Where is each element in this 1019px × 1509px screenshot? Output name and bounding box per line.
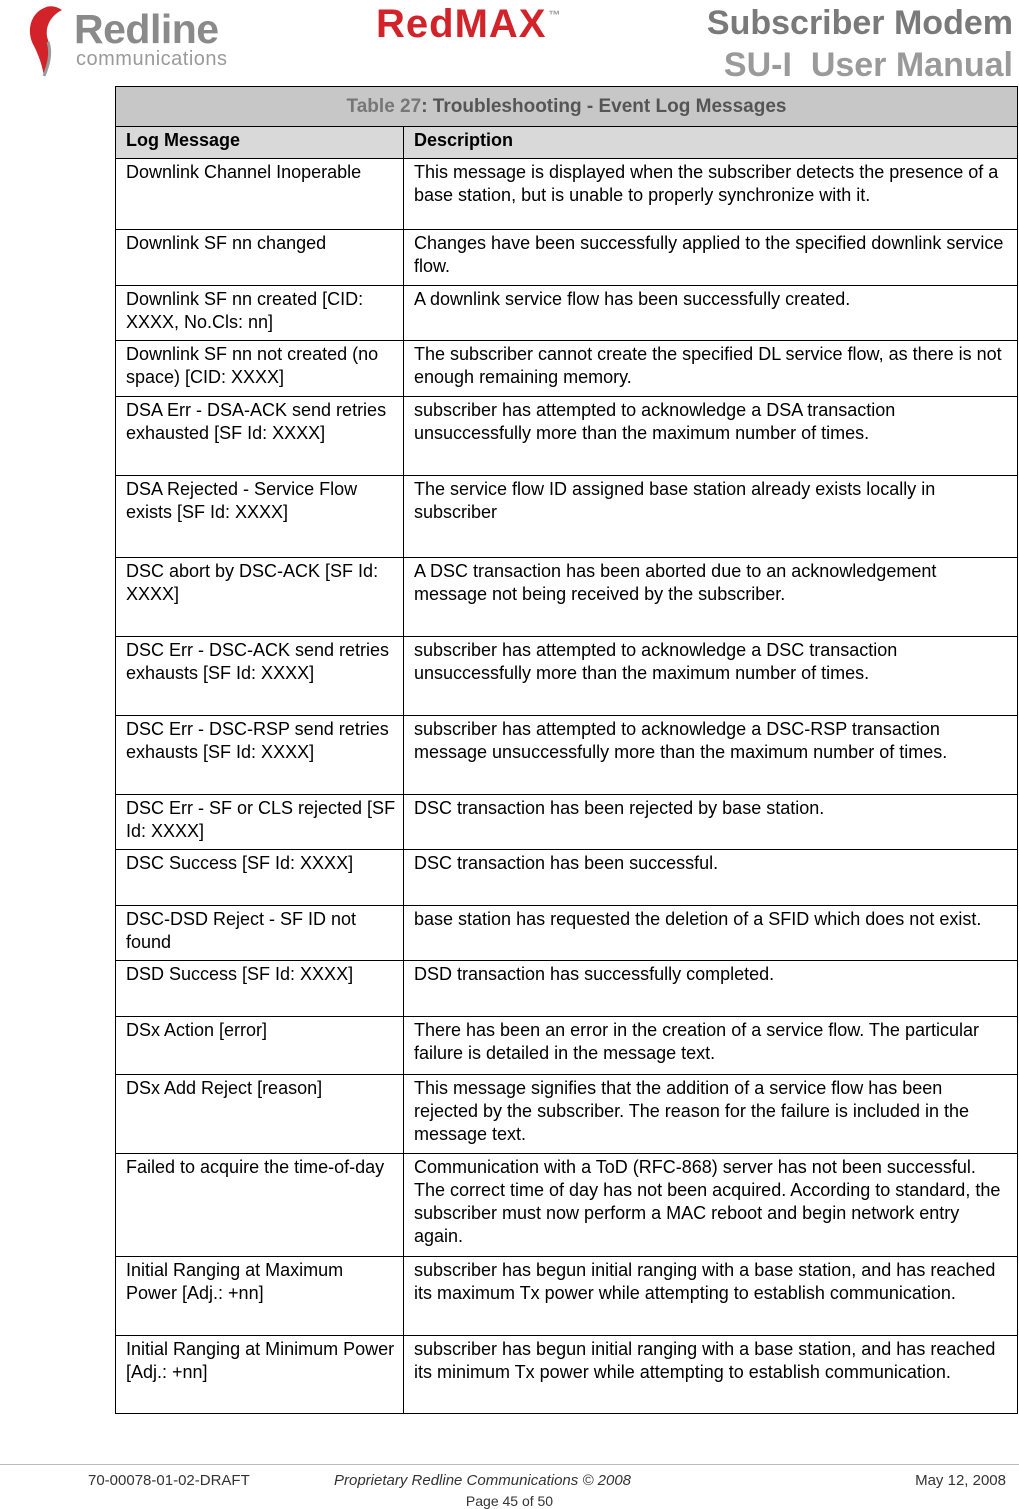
log-message: Downlink SF nn not created (no space) [CID: XXXX] <box>116 341 404 397</box>
redline-logo <box>22 2 247 78</box>
log-message: DSC Err - DSC-RSP send retries exhausts [SF Id: XXXX] <box>116 716 404 795</box>
table-row <box>116 286 1018 341</box>
table-row <box>116 341 1018 397</box>
log-message: Downlink SF nn changed <box>116 230 404 286</box>
table-row <box>116 476 1018 558</box>
table-row <box>116 795 1018 850</box>
footer-page-number: Page 45 of 50 <box>465 1493 554 1509</box>
log-description: subscriber has attempted to acknowledge a DSA transaction unsuccessfully more than the maximum number of times. <box>404 397 1018 476</box>
footer-proprietary: Proprietary Redline Communications © 2008 <box>334 1472 632 1489</box>
log-message: DSC Err - DSC-ACK send retries exhausts [SF Id: XXXX] <box>116 637 404 716</box>
table-row <box>116 159 1018 230</box>
manual-title-line2 <box>724 46 1013 85</box>
log-description: subscriber has begun initial ranging with a base station, and has reached its maximum Tx power while attempting to establish communication. <box>404 1257 1018 1336</box>
manual-title-rest: User Manual <box>810 46 1013 84</box>
log-description: subscriber has begun initial ranging with a base station, and has reached its minimum Tx power while attempting to establish communication. <box>404 1336 1018 1414</box>
table-row <box>116 397 1018 476</box>
log-description: subscriber has attempted to acknowledge a DSC transaction unsuccessfully more than the maximum number of times. <box>404 637 1018 716</box>
table-title: Troubleshooting - Event Log Messages <box>432 96 787 117</box>
log-description: The subscriber cannot create the specified DL service flow, as there is not enough remaining memory. <box>404 341 1018 397</box>
log-description: subscriber has attempted to acknowledge a DSC-RSP transaction message unsuccessfully more than the maximum number of times. <box>404 716 1018 795</box>
log-description: This message is displayed when the subscriber detects the presence of a base station, but is unable to properly synchronize with it. <box>404 159 1018 230</box>
table-row <box>116 1257 1018 1336</box>
table-row <box>116 850 1018 906</box>
trademark-mark: ™ <box>548 8 562 22</box>
page-header <box>0 0 1019 86</box>
log-message: DSC Success [SF Id: XXXX] <box>116 850 404 906</box>
log-description: There has been an error in the creation of a service flow. The particular failure is detailed in the message text. <box>404 1017 1018 1075</box>
logo-name: Redline <box>74 6 219 52</box>
log-message: DSD Success [SF Id: XXXX] <box>116 961 404 1017</box>
table-row <box>116 637 1018 716</box>
table-row <box>116 1017 1018 1075</box>
log-message: DSC Err - SF or CLS rejected [SF Id: XXXX] <box>116 795 404 850</box>
table-header-row <box>116 127 1018 159</box>
manual-title-line1: Subscriber Modem <box>706 4 1013 42</box>
caption-separator: : <box>421 96 433 117</box>
logo-subtitle: communications <box>76 48 228 70</box>
table-row <box>116 1154 1018 1257</box>
footer-date: May 12, 2008 <box>915 1472 1006 1489</box>
log-description: DSC transaction has been successful. <box>404 850 1018 906</box>
footer-doc-number: 70-00078-01-02-DRAFT <box>88 1472 250 1489</box>
table-row <box>116 230 1018 286</box>
table-caption-row <box>116 87 1018 127</box>
table-row <box>116 558 1018 637</box>
log-description: Changes have been successfully applied to the specified downlink service flow. <box>404 230 1018 286</box>
log-message: Downlink Channel Inoperable <box>116 159 404 230</box>
event-log-table <box>115 86 1018 1414</box>
table-row <box>116 1336 1018 1414</box>
table-row <box>116 906 1018 961</box>
table-caption <box>116 87 1018 127</box>
log-description: base station has requested the deletion of a SFID which does not exist. <box>404 906 1018 961</box>
log-message: DSA Err - DSA-ACK send retries exhausted [SF Id: XXXX] <box>116 397 404 476</box>
model-name: SU-I <box>723 46 792 84</box>
table-row <box>116 716 1018 795</box>
redline-swoosh-icon <box>22 2 82 80</box>
table-row <box>116 961 1018 1017</box>
table-number: Table 27 <box>346 96 422 117</box>
footer-divider <box>0 1464 1019 1465</box>
column-header-log-message: Log Message <box>116 127 404 159</box>
log-description: The service flow ID assigned base station already exists locally in subscriber <box>404 476 1018 558</box>
log-description: DSD transaction has successfully completed. <box>404 961 1018 1017</box>
log-description: DSC transaction has been rejected by base station. <box>404 795 1018 850</box>
product-label: RedMAX <box>376 2 547 46</box>
log-description: Communication with a ToD (RFC-868) server has not been successful. The correct time of day has not been acquired. According to standard, the subscriber must now perform a MAC reboot and begin network entry again. <box>404 1154 1018 1257</box>
table-row <box>116 1075 1018 1154</box>
log-message: Initial Ranging at Maximum Power [Adj.: +nn] <box>116 1257 404 1336</box>
log-message: Downlink SF nn created [CID: XXXX, No.Cls: nn] <box>116 286 404 341</box>
log-description: A DSC transaction has been aborted due to an acknowledgement message not being received by the subscriber. <box>404 558 1018 637</box>
log-description: A downlink service flow has been successfully created. <box>404 286 1018 341</box>
log-message: DSC-DSD Reject - SF ID not found <box>116 906 404 961</box>
log-message: DSx Add Reject [reason] <box>116 1075 404 1154</box>
log-message: DSA Rejected - Service Flow exists [SF Id: XXXX] <box>116 476 404 558</box>
log-message: DSC abort by DSC-ACK [SF Id: XXXX] <box>116 558 404 637</box>
product-name <box>376 2 561 47</box>
log-description: This message signifies that the addition of a service flow has been rejected by the subscriber. The reason for the failure is included in the message text. <box>404 1075 1018 1154</box>
column-header-description: Description <box>404 127 1018 159</box>
log-message: DSx Action [error] <box>116 1017 404 1075</box>
log-message: Initial Ranging at Minimum Power [Adj.: +nn] <box>116 1336 404 1414</box>
log-message: Failed to acquire the time-of-day <box>116 1154 404 1257</box>
